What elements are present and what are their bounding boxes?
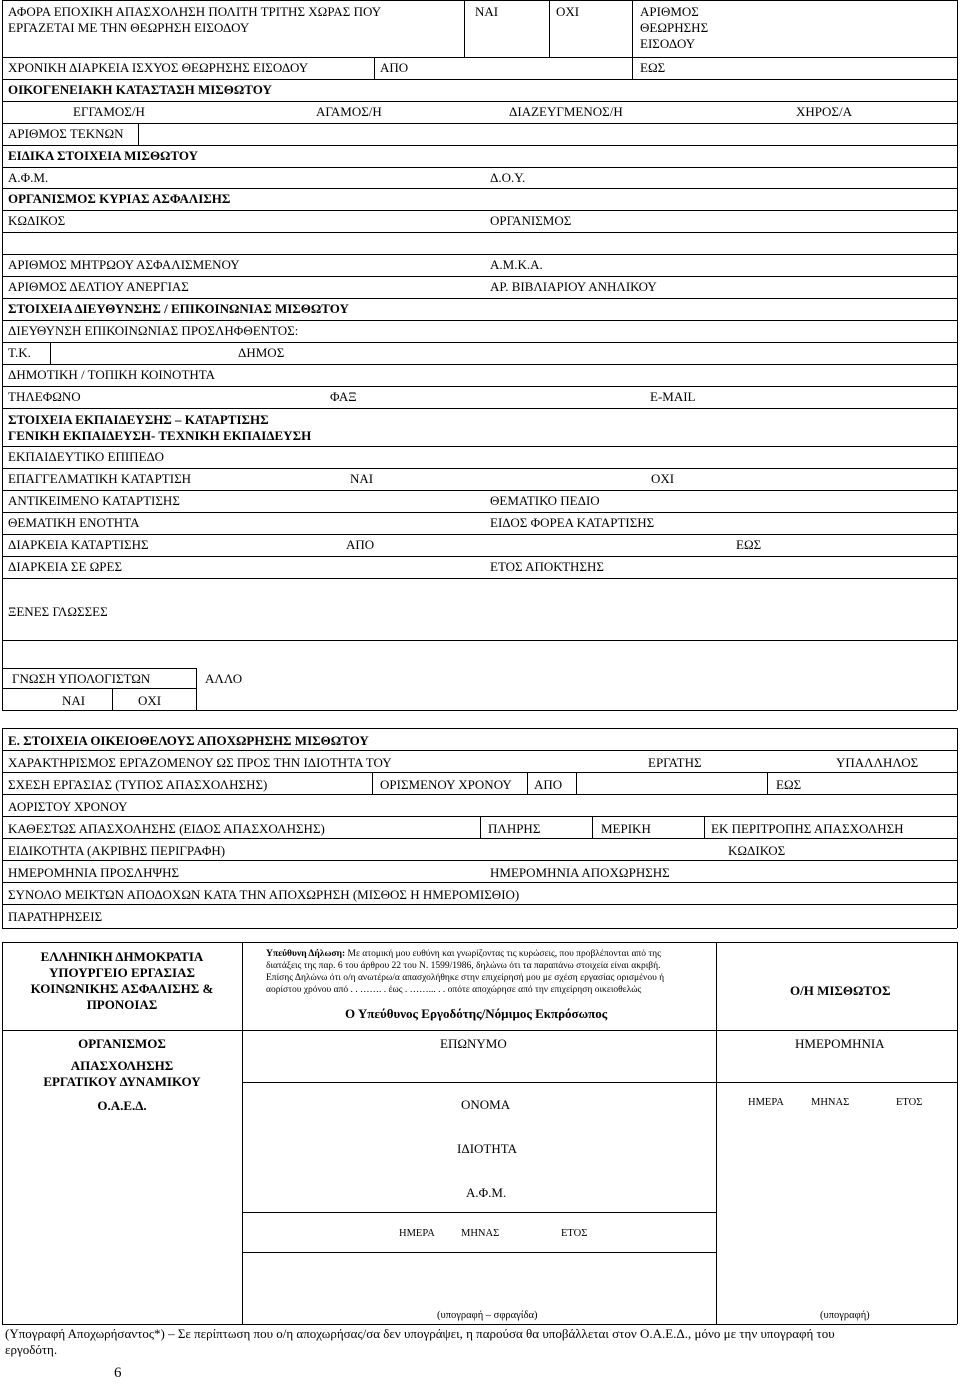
training-subject-field[interactable]: ΑΝΤΙΚΕΙΜΕΝΟ ΚΑΤΑΡΤΙΣΗΣ xyxy=(8,493,180,508)
hire-date-field[interactable]: ΗΜΕΡΟΜΗΝΙΑ ΠΡΟΣΛΗΨΗΣ xyxy=(8,865,180,880)
employee-month-field[interactable]: ΜΗΝΑΣ xyxy=(811,1097,850,1108)
employer-capacity-field[interactable]: ΙΔΙΟΤΗΤΑ xyxy=(457,1141,518,1156)
leaver-signature-note-line2: εργοδότη. xyxy=(5,1342,58,1357)
visa-number-label-1: ΑΡΙΘΜΟΣ xyxy=(640,4,699,19)
specialty-field[interactable]: ΕΙΔΙΚΟΤΗΤΑ (ΑΚΡΙΒΗΣ ΠΕΡΙΓΡΑΦΗ) xyxy=(8,843,226,858)
married-option[interactable]: ΕΓΓΑΜΟΣ/Η xyxy=(73,104,145,119)
unemployment-card-field[interactable]: ΑΡΙΘΜΟΣ ΔΕΛΤΙΟΥ ΑΝΕΡΓΙΑΣ xyxy=(8,279,189,294)
rotation-option[interactable]: ΕΚ ΠΕΡΙΤΡΟΠΗΣ ΑΠΑΣΧΟΛΗΣΗ xyxy=(711,821,904,836)
employee-day-field[interactable]: ΗΜΕΡΑ xyxy=(748,1097,784,1108)
employee-characterization-label: ΧΑΡΑΚΤΗΡΙΣΜΟΣ ΕΡΓΑΖΟΜΕΝΟΥ ΩΣ ΠΡΟΣ ΤΗΝ ΙΔΙΟΤΗΤΑ ΤΟΥ xyxy=(8,755,392,770)
indefinite-term-option[interactable]: ΑΟΡΙΣΤΟΥ ΧΡΟΝΟΥ xyxy=(8,799,128,814)
oaed-line1: ΟΡΓΑΝΙΣΜΟΣ xyxy=(78,1036,166,1051)
computer-knowledge-label: ΓΝΩΣΗ ΥΠΟΛΟΓΙΣΤΩΝ xyxy=(12,671,151,686)
insurance-code-field[interactable]: ΚΩΔΙΚΟΣ xyxy=(8,213,66,228)
phone-field[interactable]: ΤΗΛΕΦΩΝΟ xyxy=(8,389,81,404)
divorced-option[interactable]: ΔΙΑΖΕΥΓΜΕΝΟΣ/Η xyxy=(509,104,623,119)
contact-address-field[interactable]: ΔΙΕΥΘΥΝΣΗ ΕΠΙΚΟΙΝΩΝΙΑΣ ΠΡΟΣΛΗΦΘΕΝΤΟΣ: xyxy=(8,323,299,338)
training-to-field[interactable]: ΕΩΣ xyxy=(736,537,762,552)
visa-to-field[interactable]: ΕΩΣ xyxy=(640,60,666,75)
vocational-training-label: ΕΠΑΓΓΕΛΜΑΤΙΚΗ ΚΑΤΑΡΤΙΣΗ xyxy=(8,471,192,486)
single-option[interactable]: ΑΓΑΜΟΣ/Η xyxy=(316,104,382,119)
employer-name-field[interactable]: ΟΝΟΜΑ xyxy=(461,1097,511,1112)
doy-field[interactable]: Δ.Ο.Υ. xyxy=(490,170,526,185)
departure-title: Ε. ΣΤΟΙΧΕΙΑ ΟΙΚΕΙΟΘΕΛΟΥΣ ΑΠΟΧΩΡΗΣΗΣ ΜΙΣΘΩΤΟΥ xyxy=(8,733,369,748)
computer-no-option[interactable]: ΟΧΙ xyxy=(138,693,162,708)
children-count-label: ΑΡΙΘΜΟΣ ΤΕΚΝΩΝ xyxy=(8,126,124,141)
visa-number-label-3: ΕΙΣΟΔΟΥ xyxy=(640,36,696,51)
insurance-org-title: ΟΡΓΑΝΙΣΜΟΣ ΚΥΡΙΑΣ ΑΣΦΑΛΙΣΗΣ xyxy=(8,191,231,206)
ministry-line3: ΚΟΙΝΩΝΙΚΗΣ ΑΣΦΑΛΙΣΗΣ & xyxy=(30,981,214,996)
employer-surname-field[interactable]: ΕΠΩΝΥΜΟ xyxy=(440,1036,507,1051)
amka-field[interactable]: Α.Μ.Κ.Α. xyxy=(490,257,543,272)
acquisition-year-field[interactable]: ΕΤΟΣ ΑΠΟΚΤΗΣΗΣ xyxy=(490,559,604,574)
employer-year-field[interactable]: ΕΤΟΣ xyxy=(561,1228,588,1239)
address-title: ΣΤΟΙΧΕΙΑ ΔΙΕΥΘΥΝΣΗΣ / ΕΠΙΚΟΙΝΩΝΙΑΣ ΜΙΣΘΩΤΟΥ xyxy=(8,301,349,316)
employee-year-field[interactable]: ΕΤΟΣ xyxy=(896,1097,923,1108)
fixed-term-from-field[interactable]: ΑΠΟ xyxy=(534,777,563,792)
departure-date-field[interactable]: ΗΜΕΡΟΜΗΝΙΑ ΑΠΟΧΩΡΗΣΗΣ xyxy=(490,865,670,880)
work-relation-label: ΣΧΕΣΗ ΕΡΓΑΣΙΑΣ (ΤΥΠΟΣ ΑΠΑΣΧΟΛΗΣΗΣ) xyxy=(8,777,268,792)
insurance-org-field[interactable]: ΟΡΓΑΝΙΣΜΟΣ xyxy=(490,213,572,228)
employment-status-label: ΚΑΘΕΣΤΩΣ ΑΠΑΣΧΟΛΗΣΗΣ (ΕΙΔΟΣ ΑΠΑΣΧΟΛΗΣΗΣ) xyxy=(8,821,325,836)
part-time-option[interactable]: ΜΕΡΙΚΗ xyxy=(601,821,651,836)
declaration-line4: αορίστου χρόνου από . . ……. . έως . ……... . . οπότε αποχώρησε από την επιχείρηση οικειοθελώς xyxy=(266,985,642,995)
email-field[interactable]: E-MAIL xyxy=(650,389,696,404)
thematic-field-field[interactable]: ΘΕΜΑΤΙΚΟ ΠΕΔΙΟ xyxy=(490,493,600,508)
training-from-field[interactable]: ΑΠΟ xyxy=(346,537,375,552)
declaration-label: Υπεύθυνη Δήλωση: xyxy=(266,949,346,959)
specialty-code-field[interactable]: ΚΩΔΙΚΟΣ xyxy=(728,843,786,858)
declaration-line1 xyxy=(266,948,661,960)
thematic-unit-field[interactable]: ΘΕΜΑΤΙΚΗ ΕΝΟΤΗΤΑ xyxy=(8,515,140,530)
community-field[interactable]: ΔΗΜΟΤΙΚΗ / ΤΟΠΙΚΗ ΚΟΙΝΟΤΗΤΑ xyxy=(8,367,216,382)
employee-signature[interactable]: (υπογραφή) xyxy=(820,1310,870,1321)
remarks-field[interactable]: ΠΑΡΑΤΗΡΗΣΕΙΣ xyxy=(8,909,103,924)
visa-number-label-2: ΘΕΩΡΗΣΗΣ xyxy=(640,20,709,35)
employer-month-field[interactable]: ΜΗΝΑΣ xyxy=(461,1228,500,1239)
full-time-option[interactable]: ΠΛΗΡΗΣ xyxy=(488,821,541,836)
foreign-languages-field[interactable]: ΞΕΝΕΣ ΓΛΩΣΣΕΣ xyxy=(8,604,108,619)
computer-yes-option[interactable]: ΝΑΙ xyxy=(62,693,86,708)
employee-date-label: ΗΜΕΡΟΜΗΝΙΑ xyxy=(795,1036,885,1051)
responsible-employer-label: Ο Υπεύθυνος Εργοδότης/Νόμιμος Εκπρόσωπος xyxy=(345,1006,608,1021)
ministry-line1: ΕΛΛΗΝΙΚΗ ΔΗΜΟΚΡΑΤΙΑ xyxy=(40,949,204,964)
minor-booklet-field[interactable]: ΑΡ. ΒΙΒΛΙΑΡΙΟΥ ΑΝΗΛΙΚΟΥ xyxy=(490,279,657,294)
education-level-field[interactable]: ΕΚΠΑΙΔΕΥΤΙΚΟ ΕΠΙΠΕΔΟ xyxy=(8,449,165,464)
seasonal-yes-checkbox[interactable]: ΝΑΙ xyxy=(475,4,499,19)
postcode-field[interactable]: Τ.Κ. xyxy=(8,345,31,360)
education-subtitle: ΓΕΝΙΚΗ ΕΚΠΑΙΔΕΥΣΗ- ΤΕΧΝΙΚΗ ΕΚΠΑΙΔΕΥΣΗ xyxy=(8,428,312,443)
fixed-term-to-field[interactable]: ΕΩΣ xyxy=(776,777,802,792)
vocational-no-option[interactable]: ΟΧΙ xyxy=(651,471,675,486)
fax-field[interactable]: ΦΑΞ xyxy=(330,389,357,404)
declaration-line3: Επίσης Δηλώνω ότι ο/η ανωτέρω/α απασχολήθηκε στην επιχείρησή μου με σχέση εργασίας ορισμένου ή xyxy=(266,973,665,983)
fixed-term-option[interactable]: ΟΡΙΣΜΕΝΟΥ ΧΡΟΝΟΥ xyxy=(380,777,512,792)
employee-option[interactable]: ΥΠΑΛΛΗΛΟΣ xyxy=(836,755,919,770)
seasonal-question-line2: ΕΡΓΑΖΕΤΑΙ ΜΕ ΤΗΝ ΘΕΩΡΗΣΗ ΕΙΣΟΔΟΥ xyxy=(8,20,250,35)
page-number: 6 xyxy=(114,1365,122,1381)
oaed-line3: ΕΡΓΑΤΙΚΟΥ ΔΥΝΑΜΙΚΟΥ xyxy=(43,1074,201,1089)
municipality-field[interactable]: ΔΗΜΟΣ xyxy=(238,345,285,360)
visa-validity-label: ΧΡΟΝΙΚΗ ΔΙΑΡΚΕΙΑ ΙΣΧΥΟΣ ΘΕΩΡΗΣΗΣ ΕΙΣΟΔΟΥ xyxy=(8,60,309,75)
oaed-line4: Ο.Α.Ε.Δ. xyxy=(97,1098,147,1113)
other-skills-field[interactable]: ΑΛΛΟ xyxy=(205,671,243,686)
employer-day-field[interactable]: ΗΜΕΡΑ xyxy=(399,1228,435,1239)
insured-registry-field[interactable]: ΑΡΙΘΜΟΣ ΜΗΤΡΩΟΥ ΑΣΦΑΛΙΣΜΕΝΟΥ xyxy=(8,257,240,272)
provider-type-field[interactable]: ΕΙΔΟΣ ΦΟΡΕΑ ΚΑΤΑΡΤΙΣΗΣ xyxy=(490,515,655,530)
training-hours-field[interactable]: ΔΙΑΡΚΕΙΑ ΣΕ ΩΡΕΣ xyxy=(8,559,123,574)
training-duration-label: ΔΙΑΡΚΕΙΑ ΚΑΤΑΡΤΙΣΗΣ xyxy=(8,537,149,552)
visa-from-field[interactable]: ΑΠΟ xyxy=(380,60,409,75)
total-pay-field[interactable]: ΣΥΝΟΛΟ ΜΕΙΚΤΩΝ ΑΠΟΔΟΧΩΝ ΚΑΤΑ ΤΗΝ ΑΠΟΧΩΡΗΣΗ (ΜΙΣΘΟΣ Η ΗΜΕΡΟΜΙΣΘΙΟ) xyxy=(8,887,520,902)
seasonal-question-line1: ΑΦΟΡΑ ΕΠΟΧΙΚΗ ΑΠΑΣΧΟΛΗΣΗ ΠΟΛΙΤΗ ΤΡΙΤΗΣ ΧΩΡΑΣ ΠΟΥ xyxy=(8,4,382,19)
family-status-title: ΟΙΚΟΓΕΝΕΙΑΚΗ ΚΑΤΑΣΤΑΣΗ ΜΙΣΘΩΤΟΥ xyxy=(8,82,272,97)
vocational-yes-option[interactable]: ΝΑΙ xyxy=(350,471,374,486)
declaration-text1: Με ατομική μου ευθύνη και γνωρίζοντας τις κυρώσεις, που προβλέπονται από της xyxy=(345,949,661,959)
ministry-line2: ΥΠΟΥΡΓΕΙΟ ΕΡΓΑΣΙΑΣ xyxy=(49,965,195,980)
ministry-line4: ΠΡΟΝΟΙΑΣ xyxy=(86,997,158,1012)
oaed-line2: ΑΠΑΣΧΟΛΗΣΗΣ xyxy=(70,1058,174,1073)
afm-field[interactable]: Α.Φ.Μ. xyxy=(8,170,49,185)
declaration-line2: διατάξεις της παρ. 6 του άρθρου 22 του Ν. 1599/1986, δηλώνω ότι τα παραπάνω στοιχεία είναι ακριβή. xyxy=(266,961,661,971)
worker-option[interactable]: ΕΡΓΑΤΗΣ xyxy=(648,755,702,770)
seasonal-no-checkbox[interactable]: ΟΧΙ xyxy=(556,4,580,19)
employee-signature-title: Ο/Η ΜΙΣΘΩΤΟΣ xyxy=(790,983,891,998)
employer-afm-field[interactable]: Α.Φ.Μ. xyxy=(466,1185,507,1200)
widowed-option[interactable]: ΧΗΡΟΣ/Α xyxy=(796,104,852,119)
special-details-title: ΕΙΔΙΚΑ ΣΤΟΙΧΕΙΑ ΜΙΣΘΩΤΟΥ xyxy=(8,148,199,163)
education-title: ΣΤΟΙΧΕΙΑ ΕΚΠΑΙΔΕΥΣΗΣ – ΚΑΤΑΡΤΙΣΗΣ xyxy=(8,412,269,427)
employer-signature-stamp[interactable]: (υπογραφή – σφραγίδα) xyxy=(437,1310,538,1321)
leaver-signature-note-line1: (Υπογραφή Αποχωρήσαντος*) – Σε περίπτωση που ο/η αποχωρήσας/σα δεν υπογράψει, η παρούσα θα υποβάλλεται στον Ο.Α.Ε.Δ., μόνο με την υπογραφή του xyxy=(5,1326,835,1341)
